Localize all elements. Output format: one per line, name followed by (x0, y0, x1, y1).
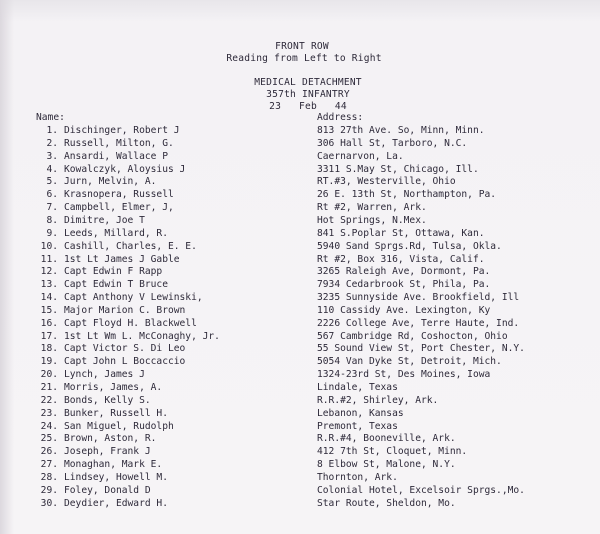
entry-name: Capt Edwin T Bruce (64, 279, 168, 291)
entry-address: Caernarvon, La. (317, 150, 404, 162)
list-item (0, 228, 600, 240)
entry-name: 1st Lt James J Gable (64, 253, 180, 265)
entry-address: 55 Sound View St, Port Chester, N.Y. (317, 343, 525, 355)
entry-address: Star Route, Sheldon, Mo. (317, 497, 456, 509)
entry-number: 13. (40, 279, 58, 291)
entry-number: 9. (46, 227, 58, 239)
list-item (0, 254, 600, 266)
entry-number: 4. (46, 163, 58, 175)
list-item (0, 318, 600, 330)
list-item (0, 189, 600, 201)
entry-name: Bonds, Kelly S. (64, 394, 151, 406)
entry-number: 14. (40, 292, 58, 303)
entry-address: 2226 College Ave, Terre Haute, Ind. (317, 317, 520, 329)
entry-number: 30. (40, 497, 58, 509)
entry-number: 1. (46, 125, 58, 136)
entry-name: Capt John L Boccaccio (64, 356, 186, 368)
entry-name: Ansardi, Wallace P (64, 150, 168, 162)
entry-number: 5. (46, 176, 58, 188)
entry-address: Lindale, Texas (317, 382, 398, 393)
entry-number: 20. (40, 369, 58, 381)
entry-address: RT.#3, Westerville, Ohio (317, 176, 456, 188)
entry-name: Deydier, Edward H. (64, 497, 168, 509)
list-item (0, 151, 600, 163)
address-column-header: Address: (317, 112, 364, 123)
entry-number: 21. (40, 382, 58, 393)
entry-number: 17. (40, 330, 58, 342)
entry-name: Campbell, Elmer, J, (64, 202, 174, 214)
entry-name: Dimitre, Joe T (64, 214, 145, 226)
heading-date: 23 Feb 44 (269, 101, 347, 112)
entry-number: 26. (40, 446, 58, 458)
entry-name: Krasnopera, Russell (64, 189, 174, 201)
list-item (0, 305, 600, 317)
entry-number: 25. (40, 433, 58, 445)
entry-address: 3311 S.May St, Chicago, Ill. (317, 163, 479, 175)
entry-name: Bunker, Russell H. (64, 407, 168, 419)
entry-address: Colonial Hotel, Excelsoir Sprgs.,Mo. (317, 484, 525, 496)
entry-address: R.R.#4, Booneville, Ark. (317, 433, 456, 445)
entry-name: 1st Lt Wm L. McConaghy, Jr. (64, 330, 220, 342)
list-item (0, 408, 600, 420)
entry-address: 26 E. 13th St, Northampton, Pa. (317, 189, 497, 201)
entry-number: 19. (40, 356, 58, 368)
entry-address: R.R.#2, Shirley, Ark. (317, 394, 439, 406)
entry-name: Capt Edwin F Rapp (64, 266, 163, 278)
entry-name: Lindsey, Howell M. (64, 471, 168, 483)
list-item (0, 138, 600, 150)
entry-number: 2. (46, 137, 58, 149)
entry-name: Foley, Donald D (64, 484, 151, 496)
list-item (0, 292, 600, 304)
entry-number: 28. (40, 471, 58, 483)
entry-name: Morris, James, A. (64, 382, 163, 393)
list-item (0, 202, 600, 214)
list-item (0, 356, 600, 368)
list-item (0, 421, 600, 433)
entry-number: 27. (40, 459, 58, 471)
list-item (0, 369, 600, 381)
entry-address: Rt #2, Warren, Ark. (317, 202, 427, 214)
list-item (0, 164, 600, 176)
list-item (0, 433, 600, 445)
entry-name: Joseph, Frank J (64, 446, 151, 458)
list-item (0, 472, 600, 484)
heading-front-row: FRONT ROW (275, 41, 329, 52)
entry-name: Dischinger, Robert J (64, 125, 180, 136)
list-item (0, 125, 600, 137)
list-item (0, 176, 600, 188)
entry-number: 6. (46, 189, 58, 201)
list-item (0, 266, 600, 278)
list-item (0, 498, 600, 510)
entry-number: 7. (46, 202, 58, 214)
entry-name: Russell, Milton, G. (64, 137, 174, 149)
entry-address: 306 Hall St, Tarboro, N.C. (317, 137, 468, 149)
entry-address: 841 S.Poplar St, Ottawa, Kan. (317, 227, 485, 239)
entry-number: 16. (40, 317, 58, 329)
entry-address: Thornton, Ark. (317, 471, 398, 483)
entry-address: Rt #2, Box 316, Vista, Calif. (317, 253, 485, 265)
entry-name: Leeds, Millard, R. (64, 227, 168, 239)
entry-number: 10. (40, 240, 58, 252)
entry-name: San Miguel, Rudolph (64, 420, 174, 432)
entry-address: 8 Elbow St, Malone, N.Y. (317, 459, 456, 471)
list-item (0, 382, 600, 394)
list-item (0, 343, 600, 355)
entry-name: Capt Victor S. Di Leo (64, 343, 186, 355)
list-item (0, 241, 600, 253)
entry-address: 5940 Sand Sprgs.Rd, Tulsa, Okla. (317, 240, 502, 252)
entry-number: 8. (46, 214, 58, 226)
entry-name: Capt Floyd H. Blackwell (64, 317, 197, 329)
list-item (0, 279, 600, 291)
entry-number: 12. (40, 266, 58, 278)
list-item (0, 485, 600, 497)
entry-number: 23. (40, 407, 58, 419)
list-item (0, 395, 600, 407)
entry-address: 3235 Sunnyside Ave. Brookfield, Ill (317, 292, 520, 303)
entry-address: 3265 Raleigh Ave, Dormont, Pa. (317, 266, 491, 278)
entry-address: 813 27th Ave. So, Minn, Minn. (317, 125, 485, 136)
entry-address: 1324-23rd St, Des Moines, Iowa (317, 369, 491, 381)
heading-regiment: 357th INFANTRY (266, 89, 350, 100)
entry-name: Lynch, James J (64, 369, 145, 381)
entry-address: Lebanon, Kansas (317, 407, 404, 419)
entry-number: 11. (40, 253, 58, 265)
entry-address: 110 Cassidy Ave. Lexington, Ky (317, 304, 491, 316)
entry-name: Major Marion C. Brown (64, 304, 186, 316)
entry-name: Jurn, Melvin, A. (64, 176, 157, 188)
entry-number: 24. (40, 420, 58, 432)
entry-name: Kowalczyk, Aloysius J (64, 163, 186, 175)
entry-number: 29. (40, 484, 58, 496)
entry-name: Brown, Aston, R. (64, 433, 157, 445)
heading-unit: MEDICAL DETACHMENT (254, 77, 362, 88)
entry-address: 5054 Van Dyke St, Detroit, Mich. (317, 356, 502, 368)
heading-reading-order: Reading from Left to Right (226, 53, 382, 64)
name-column-header: Name: (36, 112, 65, 123)
entry-address: Premont, Texas (317, 420, 398, 432)
list-item (0, 331, 600, 343)
entry-name: Monaghan, Mark E. (64, 459, 163, 471)
entry-number: 18. (40, 343, 58, 355)
list-item (0, 446, 600, 458)
entry-address: Hot Springs, N.Mex. (317, 214, 427, 226)
list-item (0, 459, 600, 471)
entry-address: 412 7th St, Cloquet, Minn. (317, 446, 468, 458)
entry-address: 7934 Cedarbrook St, Phila, Pa. (317, 279, 491, 291)
list-item (0, 215, 600, 227)
entry-name: Cashill, Charles, E. E. (64, 240, 197, 252)
entry-number: 3. (46, 150, 58, 162)
entry-name: Capt Anthony V Lewinski, (64, 292, 203, 303)
entry-number: 22. (40, 394, 58, 406)
entry-number: 15. (40, 304, 58, 316)
entry-address: 567 Cambridge Rd, Coshocton, Ohio (317, 330, 508, 342)
